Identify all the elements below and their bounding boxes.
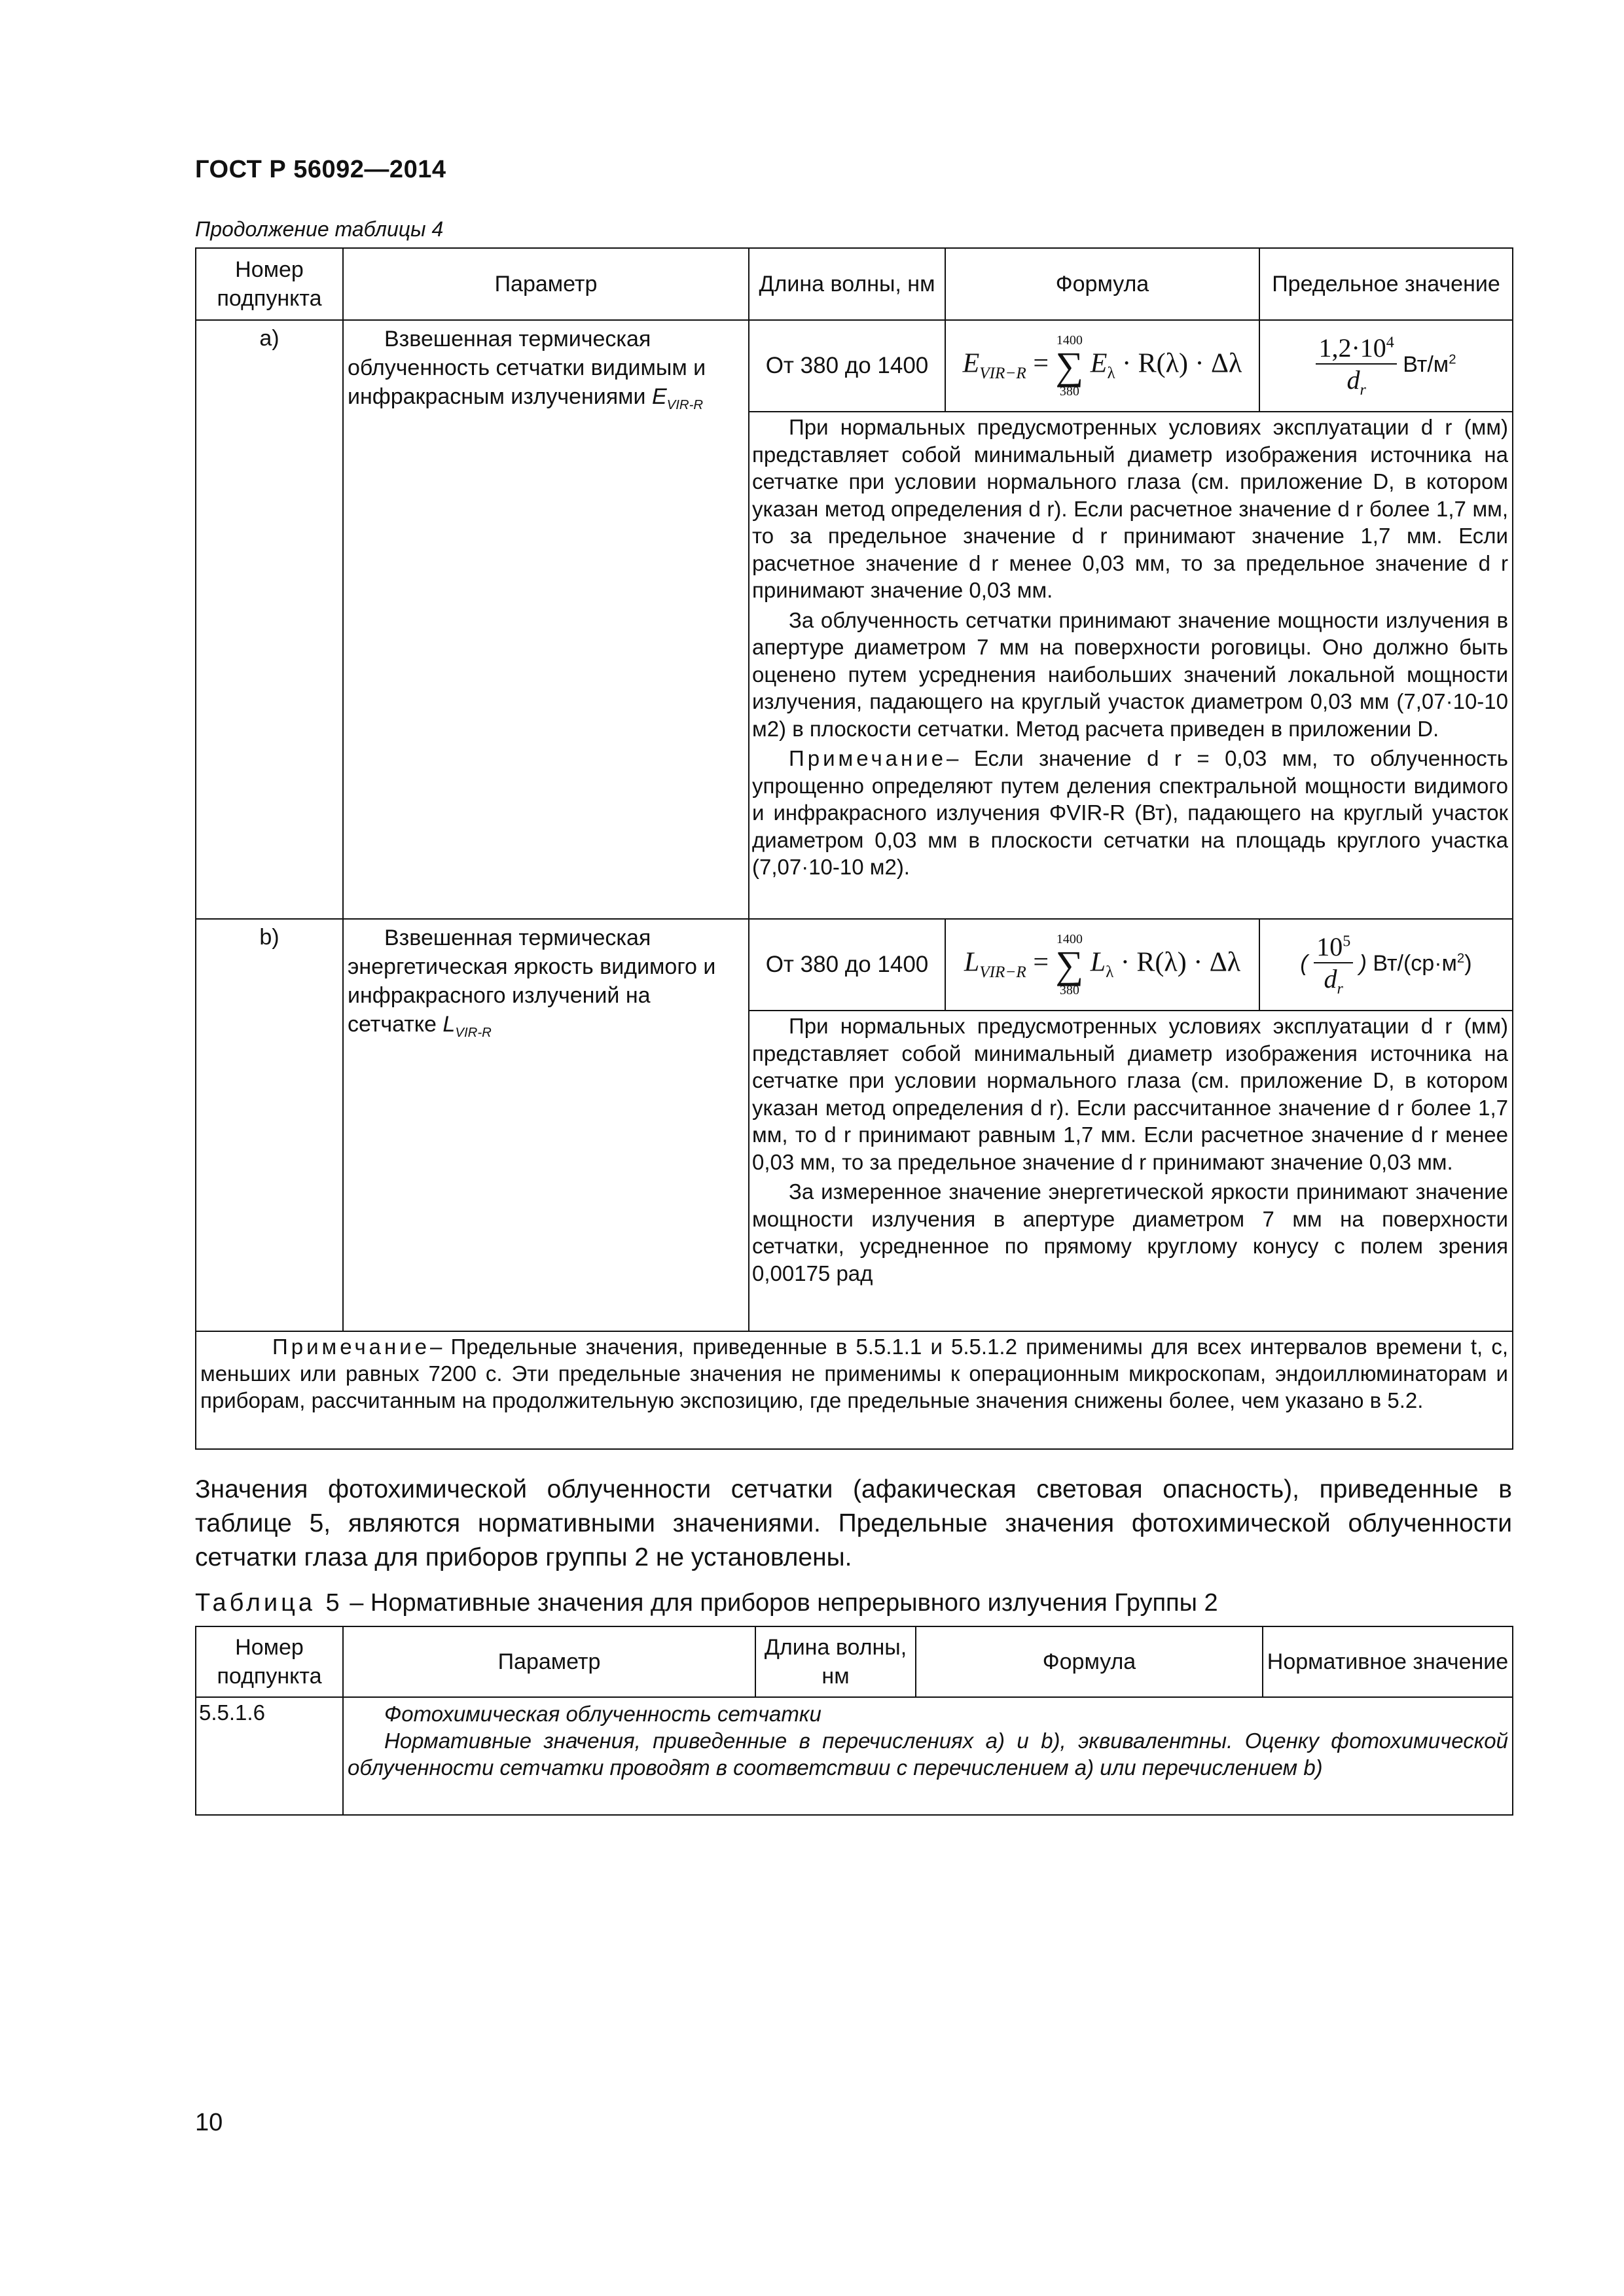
desc-paragraph-2: За измеренное значение энергетической яркости принимают значение мощности излучения в апертуре диаметром 7 мм на поверхности сетчатки, усредненное по прямому круглому конусу с полем зрения 0,00175 рад <box>752 1179 1508 1285</box>
formula-term: L <box>1090 947 1106 978</box>
body-paragraph: Значения фотохимической облученности сетчатки (афакическая световая опасность), приведенные в таблице 5, являются нормативными значениями. Предельные значения фотохимической облученности сетчатки глаза для приборов группы 2 не установлены. <box>195 1475 1512 1571</box>
table-header-row <box>196 248 1513 320</box>
parameter-text: Взвешенная термическая облученность сетчатки видимым и инфракрасным излучениями <box>348 327 706 409</box>
sum-top: 1400 <box>1056 932 1083 946</box>
limit-open-paren: ( <box>1300 950 1308 976</box>
limit-denominator-sub: r <box>1337 980 1343 997</box>
row-text: Нормативные значения, приведенные в перечислениях a) и b), эквивалентны. Оценку фотохимической облученности сетчатки проводят в соответствии с перечислением a) или перечислением b) <box>348 1729 1508 1780</box>
formula-lhs: L <box>964 947 980 978</box>
parameter-text: Взвешенная термическая энергетическая яркость видимого и инфракрасного излучений на сетчатке <box>348 925 716 1037</box>
document-header: ГОСТ Р 56092—2014 <box>195 156 446 183</box>
sum-bottom: 380 <box>1059 384 1079 399</box>
formula-rest: · R(λ) · Δλ <box>1122 348 1242 379</box>
row-number: b) <box>196 919 343 1331</box>
col-header-parameter: Параметр <box>343 248 749 320</box>
parameter-symbol: E <box>651 384 667 409</box>
row-description <box>749 412 1513 919</box>
col-header-parameter: Параметр <box>343 1626 755 1697</box>
formula-equals: = <box>1033 348 1049 379</box>
col-header-normative: Нормативное значение <box>1263 1626 1513 1697</box>
limit-numerator-sup: 4 <box>1386 334 1394 351</box>
formula-rest: · R(λ) · Δλ <box>1120 947 1241 978</box>
table-header-row <box>196 1626 1513 1697</box>
table-row <box>196 1697 1513 1815</box>
sum-bottom: 380 <box>1059 983 1079 997</box>
table-row-a <box>196 320 1513 412</box>
row-number: 5.5.1.6 <box>196 1697 343 1815</box>
formula-lhs-sub: VIR−R <box>979 963 1026 982</box>
table-5 <box>195 1626 1513 1816</box>
page-number: 10 <box>195 2109 223 2136</box>
col-header-number: Номер подпункта <box>196 248 343 320</box>
formula-term-sub: λ <box>1106 963 1114 982</box>
limit-denominator: d <box>1346 365 1360 395</box>
footnote-label: Примечание <box>272 1335 431 1359</box>
limit-close-paren: ) <box>1359 950 1367 976</box>
footnote-text: – Предельные значения, приведенные в 5.5.1.1 и 5.5.1.2 применимы для всех интервалов времени t, c, меньших или равных 7200 с. Эти предельные значения не применимы к операционным микроскопам, эндоиллюминаторам и приборам, рассчитанным на продолжительную экспозицию, где предельные значения снижены более, чем указано в 5.2. <box>200 1335 1508 1412</box>
row-limit <box>1259 919 1513 1011</box>
formula-lhs-sub: VIR−R <box>979 365 1026 383</box>
formula-term-sub: λ <box>1107 365 1115 383</box>
desc-paragraph-2: За облученность сетчатки принимают значение мощности излучения в апертуре диаметром 7 мм на поверхности роговицы. Оно должно быть оценено путем усреднения наибольших значений локальной мощности излучения, падающего на круглый участок диаметром 0,03 мм (7,07·10-10 м2) в плоскости сетчатки. Метод расчета приведен в приложении D. <box>752 607 1508 741</box>
formula-equals: = <box>1033 947 1049 978</box>
limit-numerator-sup: 5 <box>1343 933 1351 950</box>
row-number: a) <box>196 320 343 919</box>
limit-denominator: d <box>1324 964 1337 994</box>
row-parameter <box>343 320 749 919</box>
limit-numerator: 1,2·10 <box>1318 333 1386 363</box>
row-limit <box>1259 320 1513 412</box>
col-header-limit: Предельное значение <box>1259 248 1513 320</box>
formula-term: E <box>1090 348 1108 379</box>
desc-paragraph-1: При нормальных предусмотренных условиях эксплуатации d r (мм) представляет собой минимальный диаметр изображения источника на сетчатке при условии нормального глаза (см. приложение D, в котором указан метод определения d r). Если расчетное значение d r более 1,7 мм, то за предельное значение d r принимают значение 1,7 мм. Если расчетное значение d r менее 0,03 мм, то за предельное значение d r принимают значение 0,03 мм. <box>752 415 1508 602</box>
table-5-title <box>195 1589 1218 1617</box>
limit-unit: $Вт/(ср\cdot м^2)$ <box>1373 950 1472 976</box>
limit-fraction <box>1316 332 1396 399</box>
row-formula <box>945 320 1259 412</box>
row-wavelength: От 380 до 1400 <box>749 320 945 412</box>
limit-fraction <box>1314 931 1353 998</box>
col-header-wavelength: Длина волны, нм <box>749 248 945 320</box>
row-formula <box>945 919 1259 1011</box>
parameter-symbol-sub: VIR-R <box>666 397 704 412</box>
formula-lhs: E <box>962 348 980 379</box>
note-text: – Если значение d r = 0,03 мм, то облученность упрощенно определяют путем деления спектральной мощности видимого и инфракрасного излучения ΦVIR-R (Вт), падающего на круглый участок диаметром 0,03 мм в плоскости сетчатки на площадь круглого участка (7,07·10-10 м2). <box>752 746 1508 879</box>
desc-paragraph-1: При нормальных предусмотренных условиях эксплуатации d r (мм) представляет собой минимальный диаметр изображения источника на сетчатке при условии нормального глаза (см. приложение D, в котором указан метод определения d r). Если рассчитанное значение d r более 1,7 мм, то d r принимают равным 1,7 мм. Если расчетное значение d r менее 0,03 мм, то за предельное значение d r принимают значение 0,03 мм. <box>752 1014 1508 1174</box>
col-header-number: Номер подпункта <box>196 1626 343 1697</box>
parameter-symbol: L <box>442 1012 456 1037</box>
row-title: Фотохимическая облученность сетчатки <box>384 1702 821 1726</box>
col-header-wavelength: Длина волны, нм <box>755 1626 916 1697</box>
row-description <box>343 1697 1513 1815</box>
table-5-title-text: – Нормативные значения для приборов непрерывного излучения Группы 2 <box>342 1589 1218 1617</box>
sum-top: 1400 <box>1056 333 1083 348</box>
row-wavelength: От 380 до 1400 <box>749 919 945 1011</box>
col-header-formula: Формула <box>945 248 1259 320</box>
sum-symbol: 1400 ∑ 380 <box>1055 333 1084 399</box>
limit-unit: $Вт/м^2$ <box>1403 351 1456 377</box>
table-5-label: Таблица 5 <box>195 1589 343 1617</box>
sum-symbol: 1400 ∑ 380 <box>1055 932 1084 997</box>
limit-numerator: 10 <box>1316 932 1343 961</box>
parameter-symbol-sub: VIR-R <box>455 1025 492 1040</box>
col-header-formula: Формула <box>916 1626 1263 1697</box>
row-description <box>749 1011 1513 1331</box>
row-parameter <box>343 919 749 1331</box>
table-footnote-row <box>196 1331 1513 1449</box>
table-caption: Продолжение таблицы 4 <box>195 217 444 241</box>
note-label: Примечание <box>789 746 947 770</box>
table-4 <box>195 247 1513 1450</box>
table-footnote <box>196 1331 1513 1449</box>
desc-note <box>752 745 1508 881</box>
table-row-b <box>196 919 1513 1011</box>
limit-denominator-sub: r <box>1360 382 1366 399</box>
